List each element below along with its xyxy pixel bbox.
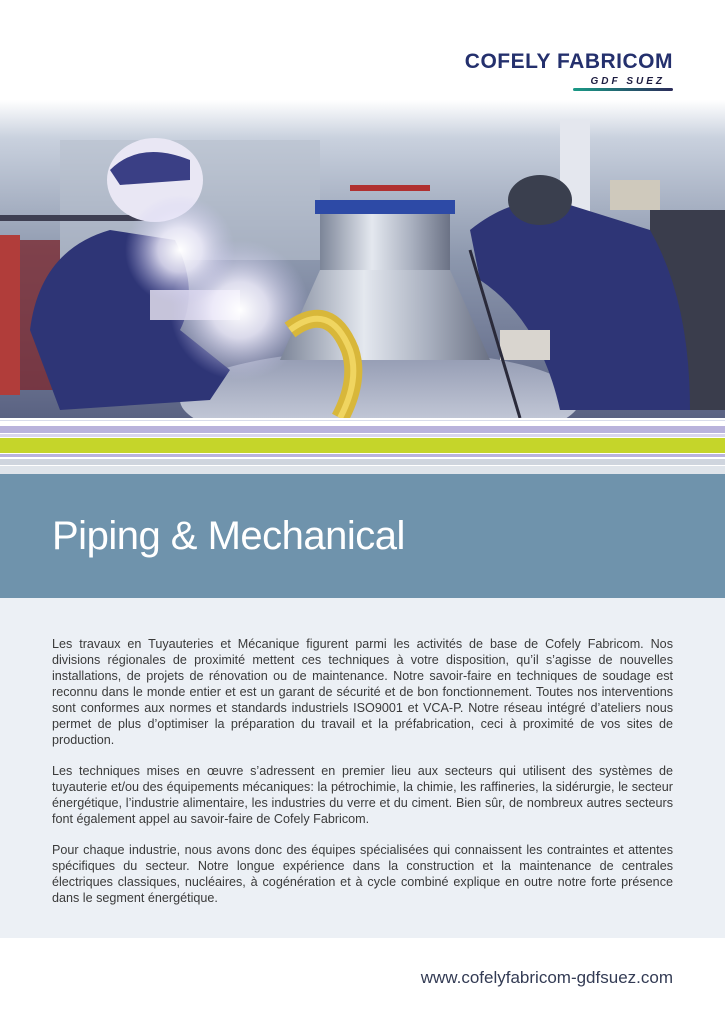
paragraph: Les techniques mises en œuvre s’adressent en premier lieu aux secteurs qui utilisent des systèmes de tuyauterie et/ou des équipements mécaniques: la pétrochimie, la chimie, les raffineries, la sidérurgie, le secteur énergétique, l’industrie alimentaire, les industries du verre et du ciment. Bien sûr, de nombreux autres secteurs font également appel au savoir-faire de Cofely Fabricom.	[52, 764, 673, 826]
company-logo	[465, 50, 673, 91]
logo-swoosh	[573, 88, 673, 91]
page-title: Piping & Mechanical	[52, 514, 405, 558]
stripe-grey	[0, 459, 725, 465]
stripe-lilac-light	[0, 434, 725, 437]
body-text	[52, 636, 673, 921]
title-band	[0, 474, 725, 598]
stripe-grey-light	[0, 466, 725, 474]
paragraph: Pour chaque industrie, nous avons donc des équipes spécialisées qui connaissent les contraintes et attentes spécifiques du secteur. Notre longue expérience dans la construction et la maintenance de centrales électriques classiques, nucléaires, à cogénération et à cycle combiné explique en outre notre forte présence dans le segment énergétique.	[52, 843, 673, 905]
stripe-green	[0, 438, 725, 453]
stripe-lilac	[0, 426, 725, 433]
paragraph: Les travaux en Tuyauteries et Mécanique figurent parmi les activités de base de Cofely Fabricom. Nos divisions régionales de proximité mettent ces techniques à votre disposition, qu’il s’agisse de nouvelles installations, de projets de rénovation ou de maintenance. Notre savoir-faire en techniques de soudage est reconnu dans le monde entier et est un garant de sécurité et de bon fonctionnement. Toutes nos interventions sont conformes aux normes et standards industriels ISO9001 et VCA-P. Notre réseau intégré d’ateliers nous permet de plus d’optimiser la préparation du travail et la préfabrication, ceci à proximité de vos sites de production.	[52, 637, 673, 747]
decorative-stripes	[0, 418, 725, 474]
body-section	[0, 598, 725, 938]
website-link[interactable]: www.cofelyfabricom-gdfsuez.com	[420, 968, 673, 987]
hero-photo	[0, 100, 725, 418]
logo-group-name: GDF SUEZ	[590, 76, 665, 87]
logo-wordmark: COFELY FABRICOM	[464, 50, 673, 73]
stripe-divider	[0, 420, 725, 421]
stripe-lilac-thin	[0, 454, 725, 457]
welders-photo-illustration	[0, 100, 725, 418]
